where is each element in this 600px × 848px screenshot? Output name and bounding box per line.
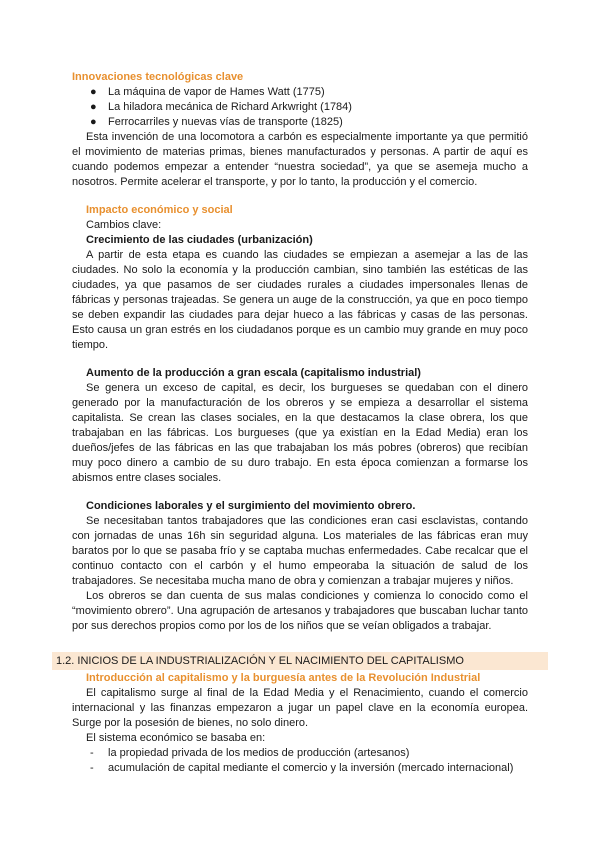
subheading-condiciones: Condiciones laborales y el surgimiento del movimiento obrero. xyxy=(86,500,416,512)
dash-marker: - xyxy=(90,762,94,774)
subheading-produccion: Aumento de la producción a gran escala (capitalismo industrial) xyxy=(86,367,421,379)
heading-impacto: Impacto económico y social xyxy=(86,204,233,216)
sistema-intro: El sistema económico se basaba en: xyxy=(86,732,266,744)
paragraph-locomotora: Esta invención de una locomotora a carbón es especialmente importante ya que permitió el movimiento de materias primas, bienes manufacturados y personas. A partir de aquí es cuando podemos empezar a entender “nuestra sociedad”, ya que se asemeja mucho a nosotros. Permite acelerar el transporte, y por lo tanto, la producción y el comercio. xyxy=(72,131,528,188)
list-item: ● Ferrocarriles y nuevas vías de transporte (1825) xyxy=(90,116,343,128)
heading-intro-capitalismo: Introducción al capitalismo y la burguesía antes de la Revolución Industrial xyxy=(86,672,481,684)
bullet-marker: ● xyxy=(90,116,97,128)
paragraph-capitalismo: El capitalismo surge al final de la Edad Media y el Renacimiento, cuando el comercio internacional y las finanzas empezaron a jugar un papel clave en la economía europea. Surge por la posesión de bienes, no solo dinero. xyxy=(72,687,528,729)
bullet-marker: ● xyxy=(90,86,97,98)
paragraph-ciudades: A partir de esta etapa es cuando las ciudades se empiezan a asemejar a las de las ciudades. No solo la economía y la producción cambian, sino también las estéticas de las ciudades, ya que pasamos de ser ciudades rurales a ciudades impersonales llenas de fábricas y personas trajeadas. Se genera un auge de la construcción, ya que en poco tiempo se deben expandir las ciudades para dejar hueco a las fábricas y casas de las personas. Esto causa un gran estrés en los ciudadanos porque es un cambio muy grande en muy poco tiempo. xyxy=(72,249,528,351)
sistema-list xyxy=(72,746,528,776)
content-top xyxy=(72,70,528,634)
paragraph-condiciones: Se necesitaban tantos trabajadores que las condiciones eran casi esclavistas, contando con jornadas de unas 16h sin seguridad alguna. Los materiales de las fábricas eran muy baratos por lo que se pasaba frío y se captaba muchas enfermedades. Cabe recalcar que el continuo contacto con el carbón y el humo empeoraba la situación de salud de los trabajadores. Se necesitaba mucha mano de obra y comienzan a trabajar mujeres y niños. xyxy=(72,515,528,587)
cambios-intro: Cambios clave: xyxy=(86,219,162,231)
subheading-ciudades: Crecimiento de las ciudades (urbanización) xyxy=(86,234,313,246)
heading-innovaciones: Innovaciones tecnológicas clave xyxy=(72,71,244,83)
paragraph-produccion: Se genera un exceso de capital, es decir, los burgueses se quedaban con el dinero generado por la manufacturación de los obreros y se empieza a desarrollar el sistema capitalista. Se crean las clases sociales, en la que destacamos la clase obrera, los que trabajaban en las fábricas. Los burgueses (que ya existían en la Edad Media) eran los dueños/jefes de las fábricas en las que trabajaban los más pobres (obreros) que recibían muy poco dinero a cambio de su duro trabajo. En esta época comienzan a formarse los abismos entre clases sociales. xyxy=(72,382,528,484)
dash-marker: - xyxy=(90,747,94,759)
list-item: - acumulación de capital mediante el comercio y la inversión (mercado internacional) xyxy=(90,762,514,774)
list-item: ● La máquina de vapor de Hames Watt (1775) xyxy=(90,86,325,98)
paragraph-movimiento-obrero: Los obreros se dan cuenta de sus malas condiciones y comienza lo conocido como el “movimiento obrero”. Una agrupación de artesanos y trabajadores que buscaban luchar tanto por sus derechos propios como por los de los niños que se veían obligados a trabajar. xyxy=(72,590,528,632)
section-title: 1.2. INICIOS DE LA INDUSTRIALIZACIÓN Y EL NACIMIENTO DEL CAPITALISMO xyxy=(56,655,464,667)
innovaciones-list xyxy=(72,85,528,130)
section-header-bar xyxy=(52,652,548,670)
content-bottom xyxy=(72,671,528,776)
list-item: - la propiedad privada de los medios de producción (artesanos) xyxy=(90,747,410,759)
list-item: ● La hiladora mecánica de Richard Arkwright (1784) xyxy=(90,101,352,113)
bullet-marker: ● xyxy=(90,101,97,113)
